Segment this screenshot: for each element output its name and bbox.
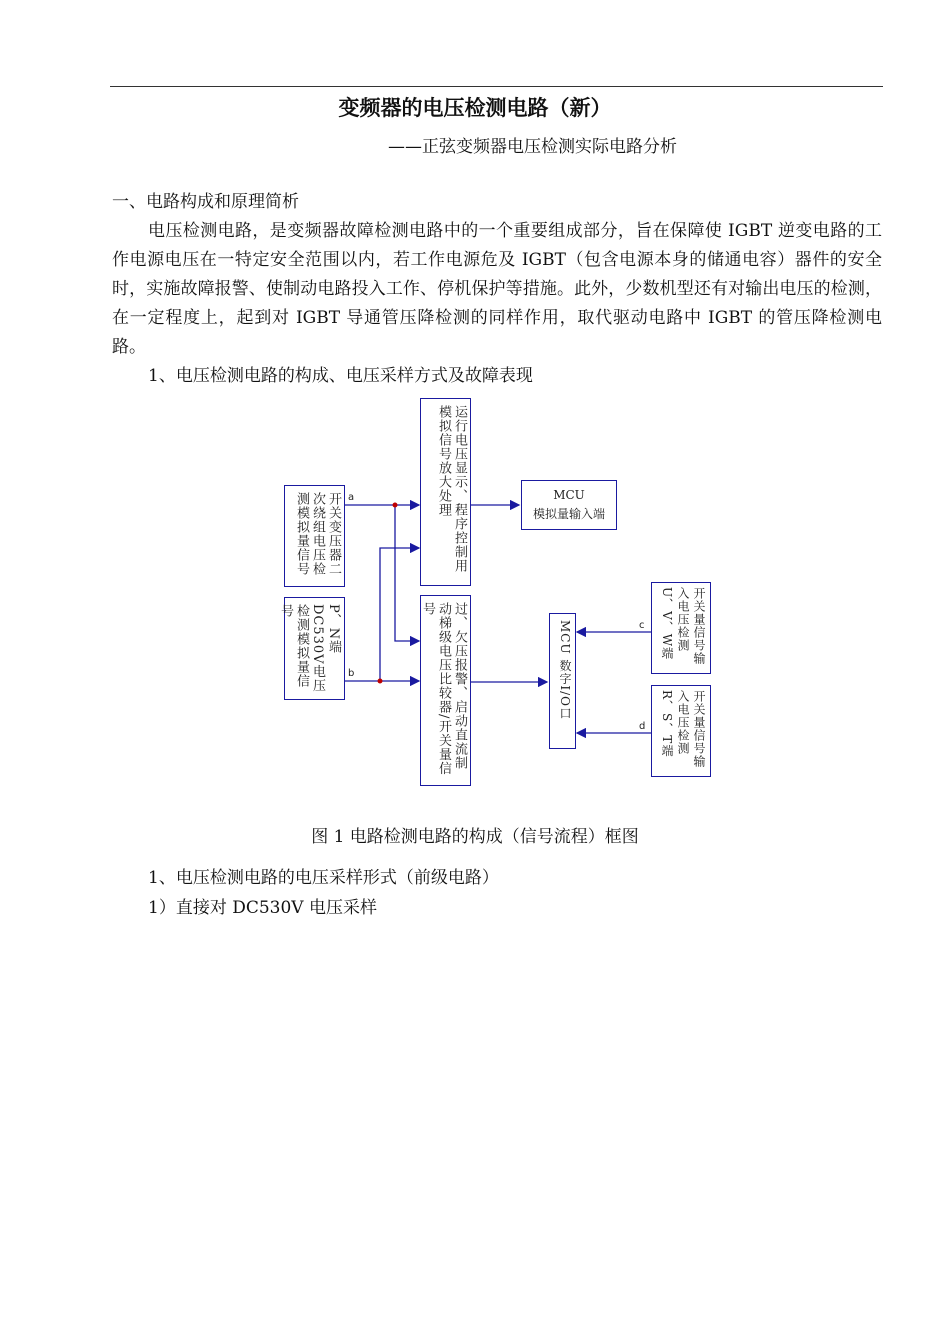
figure-caption: 图 1 电路检测电路的构成（信号流程）框图: [311, 827, 639, 847]
page-title: 变频器的电压检测电路（新）: [338, 96, 612, 120]
box-mcu-digital-io: MCU 数字I/O口: [549, 613, 576, 749]
box-signal-amplifier: 运行电压显示、程序控制用模拟信号放大处理: [420, 398, 471, 586]
section-heading: 一、电路构成和原理简析: [112, 192, 299, 212]
mcu-analog-title: MCU: [553, 488, 585, 502]
box-winding-voltage: 开关变压器二次绕组电压检测模拟量信号: [284, 485, 345, 587]
box-voltage-comparator: 过、欠压报警、启动直流制动梯级电压比较器/开关量信号: [420, 595, 471, 786]
mcu-analog-subtitle: 模拟量输入端: [532, 507, 605, 521]
box-mcu-analog: [521, 480, 617, 530]
page-subtitle: ——正弦变频器电压检测实际电路分析: [388, 137, 677, 157]
junction-b: [378, 679, 383, 684]
label-b: b: [348, 668, 355, 679]
subsection-heading-2: 1、电压检测电路的电压采样形式（前级电路）: [148, 868, 499, 888]
subsection-heading: 1、电压检测电路的构成、电压采样方式及故障表现: [148, 366, 533, 386]
body-paragraph: 电压检测电路，是变频器故障检测电路中的一个重要组成部分，旨在保障使 IGBT 逆变电路的工作电源电压在一特定安全范围以内，若工作电源危及 IGBT（包含电源本身的储通电容）器件的安全时，实施故障报警、使制动电路投入工作、停机保护等措施。此外，少数机型还有对输出电压的检测，在一定程度上，起到对 IGBT 导通管压降检测的同样作用，取代驱动电路中 IGBT 的管压降检测电路。: [112, 221, 882, 357]
line-a-branch: [395, 505, 419, 641]
box-dc530-voltage: P、N端DC530V电压检测模拟量信号: [284, 597, 345, 700]
junction-a: [393, 503, 398, 508]
label-c: c: [639, 620, 645, 631]
list-item: 1）直接对 DC530V 电压采样: [148, 898, 377, 918]
signal-flow-diagram: [278, 392, 718, 792]
line-b-branch: [380, 548, 419, 681]
label-d: d: [639, 721, 646, 732]
label-a: a: [348, 492, 355, 503]
box-uvw-detect: 开关量信号输入电压检测U、V、W端: [651, 582, 711, 674]
header-rule: [110, 86, 883, 87]
box-rst-detect: 开关量信号输入电压检测R、S、T端: [651, 685, 711, 777]
